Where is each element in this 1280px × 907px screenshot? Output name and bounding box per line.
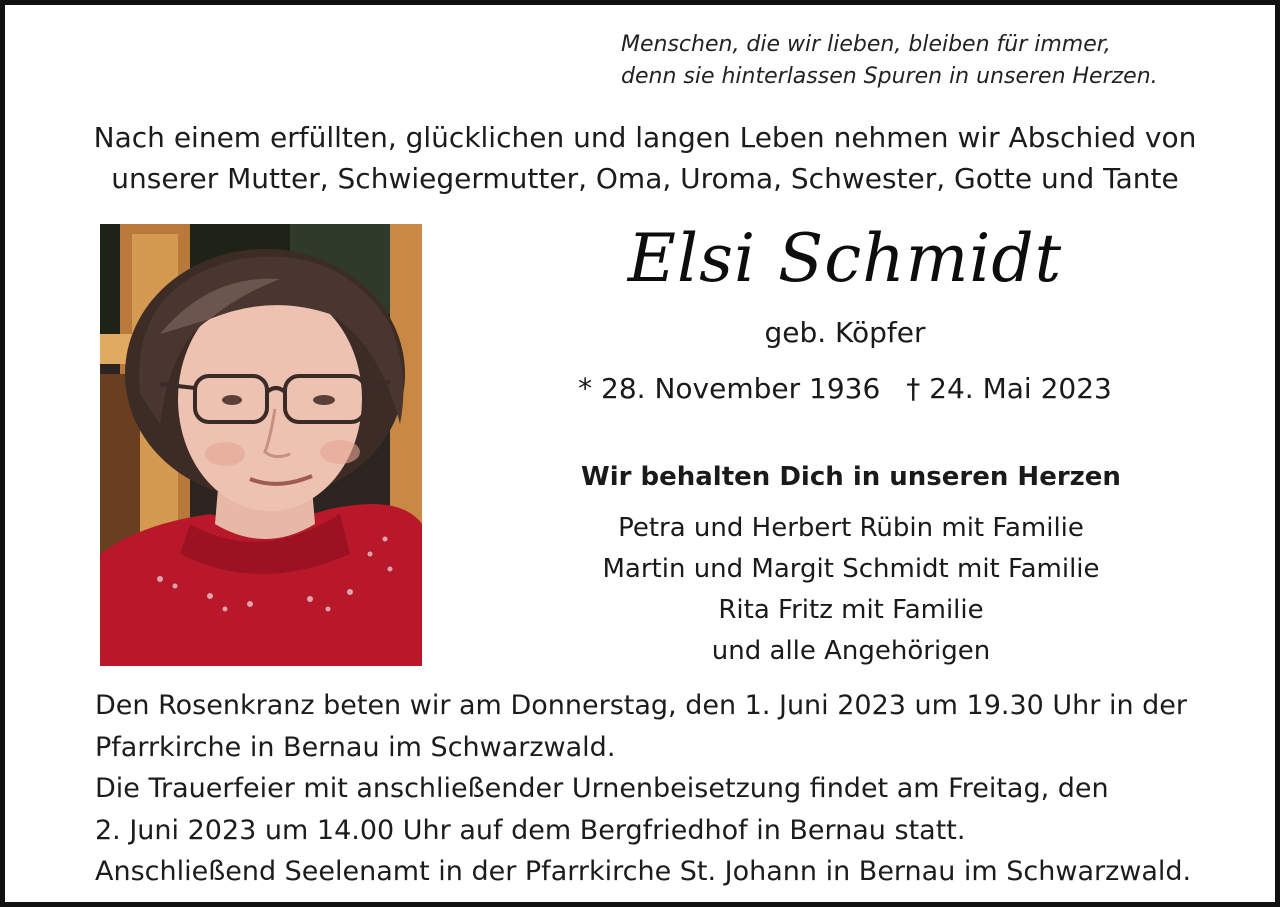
- portrait-illustration: [100, 224, 422, 666]
- motto-quote: [621, 29, 1261, 93]
- mourner-line: Petra und Herbert Rübin mit Familie: [618, 513, 1084, 543]
- mourner-line: Rita Fritz mit Familie: [718, 595, 984, 625]
- service-notice: [95, 685, 1255, 893]
- deceased-name: Elsi Schmidt: [627, 220, 1063, 297]
- intro-text: [5, 117, 1280, 199]
- intro-line: unserer Mutter, Schwiegermutter, Oma, Uroma, Schwester, Gotte und Tante: [111, 162, 1179, 195]
- notice-line: Den Rosenkranz beten wir am Donnerstag, den 1. Juni 2023 um 19.30 Uhr in der: [95, 690, 1188, 721]
- death-date: † 24. Mai 2023: [906, 372, 1112, 405]
- notice-line: Anschließend Seelenamt in der Pfarrkirche St. Johann in Bernau im Schwarzwald.: [95, 856, 1192, 887]
- mourners-heading: Wir behalten Dich in unseren Herzen: [581, 462, 1121, 492]
- mourner-line: und alle Angehörigen: [711, 636, 991, 666]
- motto-line: denn sie hinterlassen Spuren in unseren Herzen.: [621, 64, 1158, 89]
- portrait-photo: [100, 224, 422, 666]
- intro-line: Nach einem erfüllten, glücklichen und langen Leben nehmen wir Abschied von: [93, 121, 1197, 154]
- maiden-name: geb. Köpfer: [764, 316, 926, 349]
- mourners-list: [551, 508, 1151, 672]
- notice-line: Pfarrkirche in Bernau im Schwarzwald.: [95, 731, 616, 763]
- notice-line: Die Trauerfeier mit anschließender Urnenbeisetzung findet am Freitag, den: [95, 773, 1109, 804]
- motto-line: Menschen, die wir lieben, bleiben für immer,: [621, 32, 1111, 57]
- notice-line: 2. Juni 2023 um 14.00 Uhr auf dem Bergfriedhof in Bernau statt.: [95, 814, 966, 846]
- life-dates: [545, 367, 1145, 411]
- birth-date: * 28. November 1936: [578, 372, 881, 405]
- mourner-line: Martin und Margit Schmidt mit Familie: [602, 554, 1100, 584]
